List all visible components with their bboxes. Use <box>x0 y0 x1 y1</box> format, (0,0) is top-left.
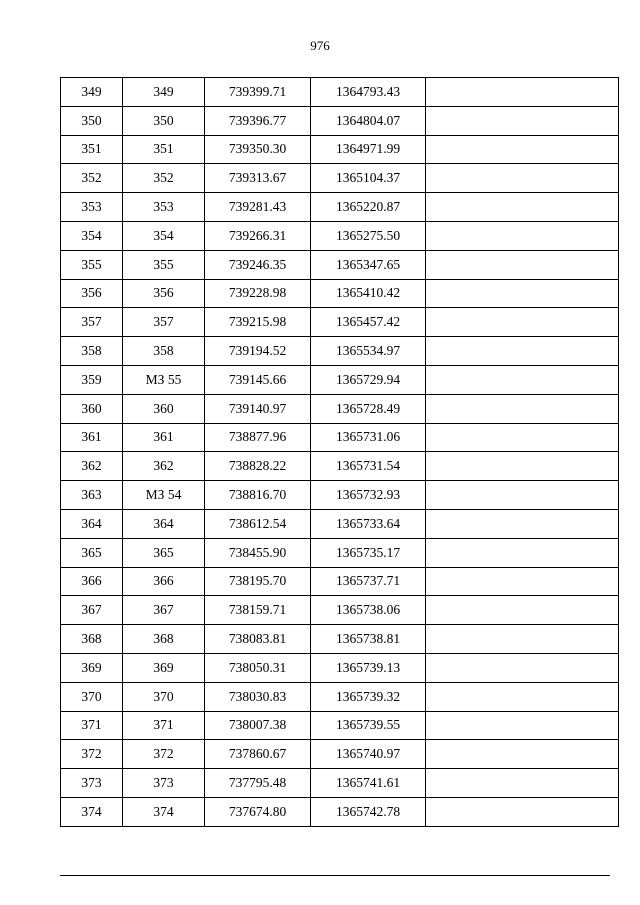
y-coordinate-cell: 1365729.94 <box>311 365 426 394</box>
point-label-cell: 355 <box>123 250 205 279</box>
y-coordinate-cell: 1365220.87 <box>311 193 426 222</box>
table-row <box>61 625 619 654</box>
y-coordinate-cell: 1364793.43 <box>311 78 426 107</box>
point-label-cell: 364 <box>123 509 205 538</box>
note-cell <box>426 538 619 567</box>
point-number-cell: 368 <box>61 625 123 654</box>
y-coordinate-cell: 1365738.06 <box>311 596 426 625</box>
point-label-cell: 356 <box>123 279 205 308</box>
point-label-cell: 360 <box>123 394 205 423</box>
point-label-cell: 353 <box>123 193 205 222</box>
point-number-cell: 371 <box>61 711 123 740</box>
page-number: 976 <box>310 38 330 53</box>
point-number-cell: 366 <box>61 567 123 596</box>
y-coordinate-cell: 1365737.71 <box>311 567 426 596</box>
point-number-cell: 351 <box>61 135 123 164</box>
point-label-cell: 366 <box>123 567 205 596</box>
note-cell <box>426 221 619 250</box>
y-coordinate-cell: 1365739.13 <box>311 653 426 682</box>
y-coordinate-cell: 1364804.07 <box>311 106 426 135</box>
note-cell <box>426 193 619 222</box>
note-cell <box>426 769 619 798</box>
y-coordinate-cell: 1365740.97 <box>311 740 426 769</box>
note-cell <box>426 711 619 740</box>
point-label-cell: 369 <box>123 653 205 682</box>
note-cell <box>426 106 619 135</box>
point-number-cell: 374 <box>61 797 123 826</box>
y-coordinate-cell: 1364971.99 <box>311 135 426 164</box>
table-row <box>61 250 619 279</box>
point-number-cell: 354 <box>61 221 123 250</box>
point-label-cell: 372 <box>123 740 205 769</box>
x-coordinate-cell: 739399.71 <box>205 78 311 107</box>
table-row <box>61 135 619 164</box>
table-row <box>61 164 619 193</box>
table-row <box>61 221 619 250</box>
table-row <box>61 394 619 423</box>
x-coordinate-cell: 737860.67 <box>205 740 311 769</box>
table-row <box>61 279 619 308</box>
footer-divider <box>60 875 610 876</box>
point-label-cell: 362 <box>123 452 205 481</box>
point-label-cell: 374 <box>123 797 205 826</box>
note-cell <box>426 567 619 596</box>
y-coordinate-cell: 1365732.93 <box>311 481 426 510</box>
x-coordinate-cell: 738159.71 <box>205 596 311 625</box>
point-number-cell: 358 <box>61 337 123 366</box>
y-coordinate-cell: 1365728.49 <box>311 394 426 423</box>
point-label-cell: 371 <box>123 711 205 740</box>
y-coordinate-cell: 1365347.65 <box>311 250 426 279</box>
table-row <box>61 78 619 107</box>
point-number-cell: 357 <box>61 308 123 337</box>
note-cell <box>426 481 619 510</box>
point-number-cell: 365 <box>61 538 123 567</box>
point-number-cell: 369 <box>61 653 123 682</box>
point-label-cell: 351 <box>123 135 205 164</box>
table-row <box>61 740 619 769</box>
note-cell <box>426 164 619 193</box>
note-cell <box>426 337 619 366</box>
y-coordinate-cell: 1365410.42 <box>311 279 426 308</box>
point-label-cell: 368 <box>123 625 205 654</box>
table-row <box>61 481 619 510</box>
y-coordinate-cell: 1365104.37 <box>311 164 426 193</box>
table-row <box>61 797 619 826</box>
x-coordinate-cell: 738828.22 <box>205 452 311 481</box>
point-label-cell: 350 <box>123 106 205 135</box>
table-row <box>61 365 619 394</box>
x-coordinate-cell: 739350.30 <box>205 135 311 164</box>
coordinates-table-body <box>61 78 619 827</box>
x-coordinate-cell: 739246.35 <box>205 250 311 279</box>
table-row <box>61 653 619 682</box>
y-coordinate-cell: 1365739.55 <box>311 711 426 740</box>
point-label-cell: 349 <box>123 78 205 107</box>
x-coordinate-cell: 739281.43 <box>205 193 311 222</box>
table-row <box>61 452 619 481</box>
note-cell <box>426 135 619 164</box>
x-coordinate-cell: 738455.90 <box>205 538 311 567</box>
x-coordinate-cell: 738877.96 <box>205 423 311 452</box>
note-cell <box>426 250 619 279</box>
x-coordinate-cell: 738612.54 <box>205 509 311 538</box>
x-coordinate-cell: 738195.70 <box>205 567 311 596</box>
point-number-cell: 370 <box>61 682 123 711</box>
x-coordinate-cell: 739140.97 <box>205 394 311 423</box>
x-coordinate-cell: 738007.38 <box>205 711 311 740</box>
note-cell <box>426 394 619 423</box>
point-number-cell: 361 <box>61 423 123 452</box>
note-cell <box>426 365 619 394</box>
point-number-cell: 353 <box>61 193 123 222</box>
note-cell <box>426 452 619 481</box>
x-coordinate-cell: 738030.83 <box>205 682 311 711</box>
y-coordinate-cell: 1365735.17 <box>311 538 426 567</box>
y-coordinate-cell: 1365731.54 <box>311 452 426 481</box>
point-number-cell: 372 <box>61 740 123 769</box>
y-coordinate-cell: 1365275.50 <box>311 221 426 250</box>
note-cell <box>426 653 619 682</box>
point-number-cell: 356 <box>61 279 123 308</box>
x-coordinate-cell: 738050.31 <box>205 653 311 682</box>
point-number-cell: 359 <box>61 365 123 394</box>
x-coordinate-cell: 739396.77 <box>205 106 311 135</box>
table-row <box>61 193 619 222</box>
note-cell <box>426 78 619 107</box>
point-number-cell: 363 <box>61 481 123 510</box>
x-coordinate-cell: 737674.80 <box>205 797 311 826</box>
point-label-cell: 361 <box>123 423 205 452</box>
point-number-cell: 360 <box>61 394 123 423</box>
note-cell <box>426 308 619 337</box>
note-cell <box>426 625 619 654</box>
point-label-cell: 370 <box>123 682 205 711</box>
y-coordinate-cell: 1365738.81 <box>311 625 426 654</box>
table-row <box>61 423 619 452</box>
y-coordinate-cell: 1365739.32 <box>311 682 426 711</box>
y-coordinate-cell: 1365742.78 <box>311 797 426 826</box>
table-row <box>61 538 619 567</box>
point-label-cell: 352 <box>123 164 205 193</box>
table-row <box>61 509 619 538</box>
table-row <box>61 682 619 711</box>
point-label-cell: МЗ 54 <box>123 481 205 510</box>
point-number-cell: 350 <box>61 106 123 135</box>
y-coordinate-cell: 1365457.42 <box>311 308 426 337</box>
note-cell <box>426 509 619 538</box>
x-coordinate-cell: 739266.31 <box>205 221 311 250</box>
y-coordinate-cell: 1365534.97 <box>311 337 426 366</box>
point-label-cell: 373 <box>123 769 205 798</box>
point-number-cell: 373 <box>61 769 123 798</box>
x-coordinate-cell: 739194.52 <box>205 337 311 366</box>
note-cell <box>426 682 619 711</box>
note-cell <box>426 797 619 826</box>
point-number-cell: 362 <box>61 452 123 481</box>
note-cell <box>426 279 619 308</box>
table-row <box>61 308 619 337</box>
point-number-cell: 364 <box>61 509 123 538</box>
x-coordinate-cell: 739215.98 <box>205 308 311 337</box>
note-cell <box>426 423 619 452</box>
x-coordinate-cell: 738083.81 <box>205 625 311 654</box>
table-row <box>61 596 619 625</box>
y-coordinate-cell: 1365741.61 <box>311 769 426 798</box>
point-label-cell: 358 <box>123 337 205 366</box>
table-row <box>61 567 619 596</box>
table-row <box>61 711 619 740</box>
x-coordinate-cell: 738816.70 <box>205 481 311 510</box>
point-label-cell: МЗ 55 <box>123 365 205 394</box>
point-label-cell: 367 <box>123 596 205 625</box>
x-coordinate-cell: 739313.67 <box>205 164 311 193</box>
point-label-cell: 357 <box>123 308 205 337</box>
x-coordinate-cell: 739145.66 <box>205 365 311 394</box>
y-coordinate-cell: 1365733.64 <box>311 509 426 538</box>
point-number-cell: 352 <box>61 164 123 193</box>
coordinates-table <box>60 77 619 827</box>
point-number-cell: 355 <box>61 250 123 279</box>
x-coordinate-cell: 739228.98 <box>205 279 311 308</box>
point-number-cell: 367 <box>61 596 123 625</box>
point-label-cell: 354 <box>123 221 205 250</box>
table-row <box>61 337 619 366</box>
note-cell <box>426 596 619 625</box>
point-label-cell: 365 <box>123 538 205 567</box>
table-row <box>61 106 619 135</box>
x-coordinate-cell: 737795.48 <box>205 769 311 798</box>
note-cell <box>426 740 619 769</box>
point-number-cell: 349 <box>61 78 123 107</box>
table-row <box>61 769 619 798</box>
y-coordinate-cell: 1365731.06 <box>311 423 426 452</box>
